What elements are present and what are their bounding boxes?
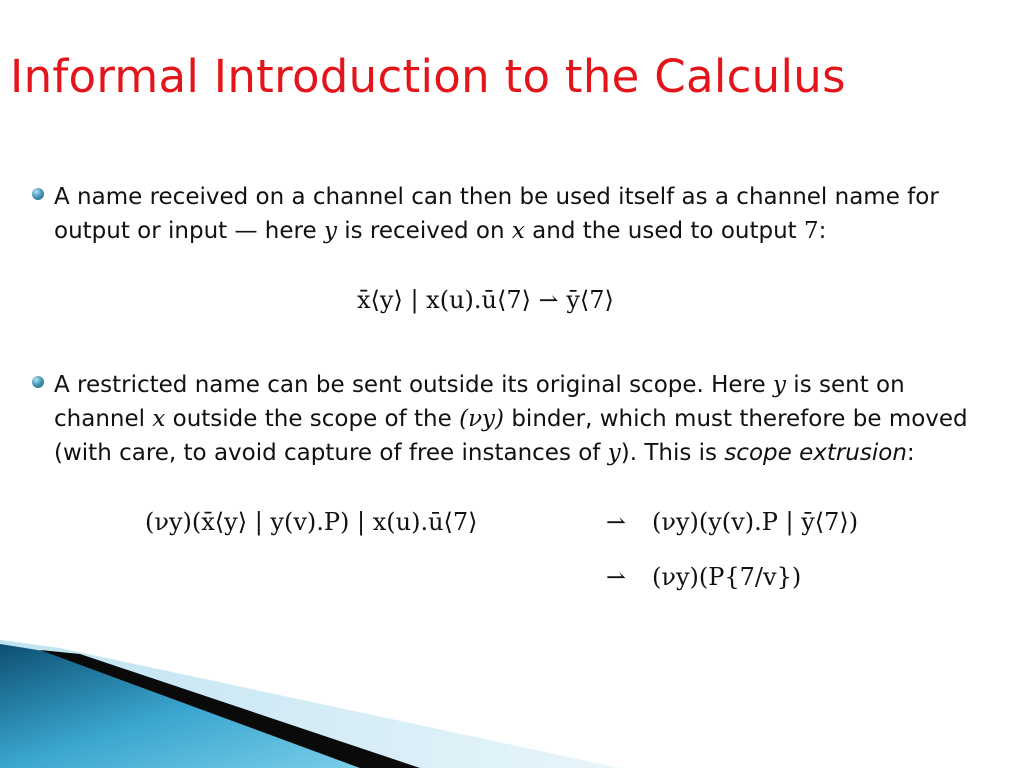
var-y: y	[323, 218, 337, 244]
bullet-2-text-part: outside the scope of the	[165, 406, 460, 432]
formula-communication: x̄⟨y⟩ | x(u).ū⟨7⟩ ⇀ ȳ⟨7⟩	[357, 286, 614, 314]
bullet-dot-icon	[32, 188, 44, 200]
slide-title: Informal Introduction to the Calculus	[10, 50, 846, 103]
bullet-1-text-part: :	[818, 218, 827, 244]
bullet-2	[32, 368, 1002, 470]
bullet-1-text-part: is received on	[336, 218, 512, 244]
bullet-2-text-part: channel	[54, 406, 153, 432]
bullet-2-text-part: binder, which must therefore be moved	[504, 406, 968, 432]
bullet-2-text-part: (with care, to avoid capture of free instances of	[54, 440, 608, 466]
number-7: 7	[804, 218, 819, 244]
binder-nu-y: (νy)	[459, 406, 505, 432]
bullet-2-text	[54, 368, 1002, 470]
var-x: x	[152, 406, 166, 432]
slide-decoration	[0, 638, 1024, 768]
bullet-2-text-part: ). This is	[620, 440, 725, 466]
bullet-1	[32, 180, 1002, 248]
var-x: x	[511, 218, 525, 244]
bullet-1-text	[54, 180, 1002, 248]
bullet-dot-icon	[32, 376, 44, 388]
bullet-1-line-1: A name received on a channel can then be used itself as a channel name for	[54, 184, 939, 210]
bullet-2-text-part: A restricted name can be sent outside its original scope. Here	[54, 372, 773, 398]
formula-extrusion-rhs: (νy)(y(v).P | ȳ⟨7⟩)	[652, 508, 859, 536]
formula-substitution: (νy)(P{7/v})	[652, 563, 802, 591]
term-scope-extrusion: scope extrusion	[724, 440, 907, 466]
formula-extrusion-lhs: (νy)(x̄⟨y⟩ | y(v).P) | x(u).ū⟨7⟩	[145, 508, 478, 536]
bullet-2-text-part: is sent on	[786, 372, 905, 398]
reduction-arrow-2: ⇀	[606, 563, 627, 591]
reduction-arrow-1: ⇀	[606, 508, 627, 536]
var-y: y	[607, 440, 621, 466]
bullet-1-text-part: output or input — here	[54, 218, 324, 244]
bullet-1-text-part: and the used to output	[524, 218, 804, 244]
var-y: y	[773, 372, 786, 398]
bullet-2-text-part: :	[906, 440, 915, 466]
